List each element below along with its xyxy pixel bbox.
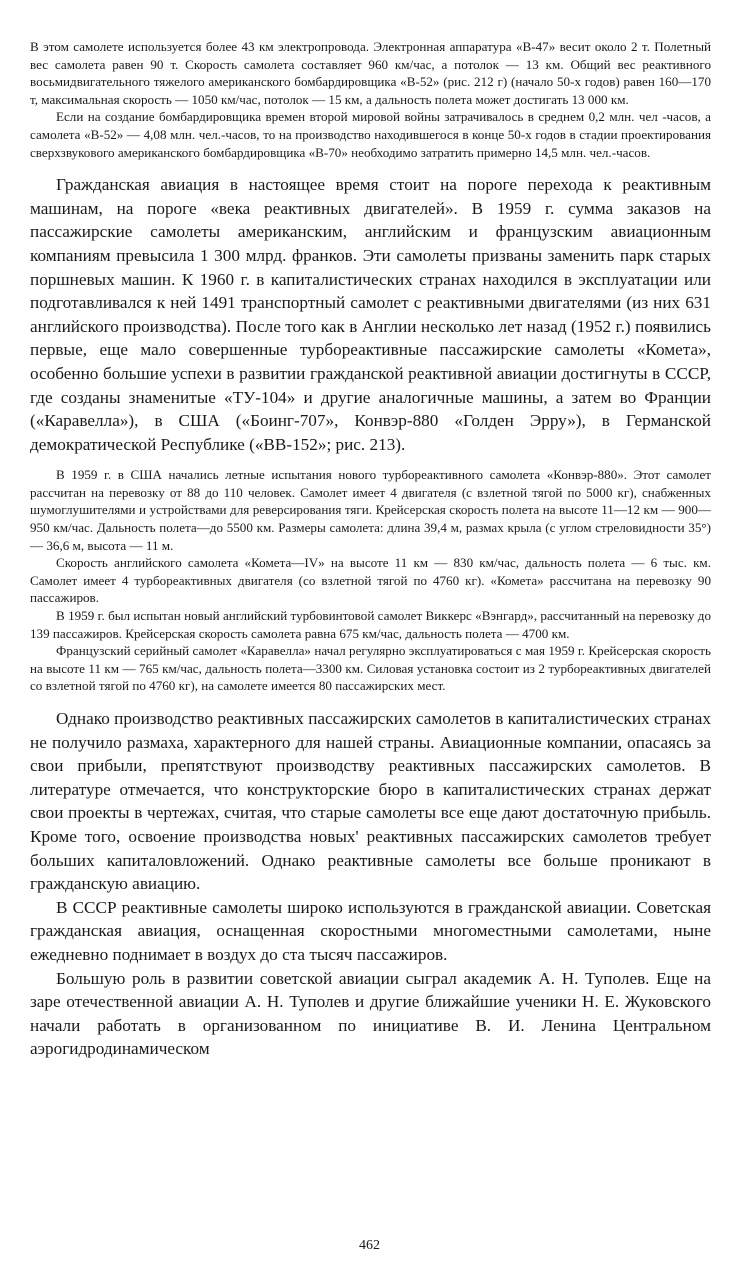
paragraph-b47-specs: В этом самолете используется более 43 км электропровода. Электронная аппаратура «В-47» весит около 2 т. Полетный вес самолета равен 90 т. Скорость самолета составляет 960 км/час, а потолок — 13 км. Общий вес реактивного восьмидвигательного тяжелого американского бомбардировщика «В-52» (рис. 212 г) (начало 50-х годов) равен 160—170 т, максимальная скорость — 1050 км/час, потолок — 15 км, а дальность полета может достигать 13 000 км. [30, 39, 711, 107]
paragraph-vanguard: В 1959 г. был испытан новый английский турбовинтовой самолет Виккерс «Вэнгард», рассчитанный на перевозку до 139 пассажиров. Крейсерская скорость самолета равна 675 км/час, дальность полета — 4700 км. [30, 608, 711, 641]
paragraph-capitalist-production: Однако производство реактивных пассажирских самолетов в капиталистических странах не получило размаха, характерного для нашей страны. Авиационные компании, опасаясь за свои прибыли, препятствуют производству реактивных пассажирских самолетов. В литературе отмечается, что конструкторские бюро в капиталистических странах держат свои проекты в чертежах, считая, что старые самолеты все еще дают достаточную прибыль. Кроме того, освоение производства новых' реактивных пассажирских самолетов требует больших капиталовложений. Однако реактивные самолеты все больше проникают в гражданскую авиацию. [30, 709, 711, 894]
spacer [30, 695, 711, 707]
page-number: 462 [359, 1238, 380, 1253]
paragraph-convair-880: В 1959 г. в США начались летные испытания нового турбореактивного самолета «Конвэр-880». Этот самолет рассчитан на перевозку от 88 до 110 человек. Самолет имеет 4 двигателя (с взлетной тягой по 5000 кг), снабженных шумоглушителями и устройствами для реверсирования тяги. Крейсерская скорость полета на высоте 11—12 км — 900— 950 км/час. Дальность полета—до 5500 км. Размеры самолета: длина 39,4 м, размах крыла (с углом стреловидности 35°) — 36,6 м, высота — 11 м. [30, 467, 711, 553]
paragraph-comet-iv: Скорость английского самолета «Комета—IV» на высоте 11 км — 830 км/час, дальность полета — 6 тыс. км. Самолет имеет 4 турбореактивных двигателя (со взлетной тягой по 4760 кг). «Комета» рассчитана на перевозку 90 пассажиров. [30, 555, 711, 606]
spacer [30, 456, 711, 466]
paragraph-man-hours: Если на создание бомбардировщика времен второй мировой войны затрачивалось в среднем 0,2 млн. чел -часов, а самолета «В-52» — 4,08 млн. чел.-часов, то на производство находившегося в конце 50-х годов в стадии проектирования сверхзвукового американского бомбардировщика «В-70» необходимо затратить примерно 14,5 млн. чел.-часов. [30, 109, 711, 160]
paragraph-civil-aviation: Гражданская авиация в настоящее время стоит на пороге перехода к реактивным машинам, на пороге «века реактивных двигателей». В 1959 г. сумма заказов на пассажирские самолеты американским, английским и французским авиационным компаниям превысила 1 300 млрд. франков. Эти самолеты призваны заменить парк старых поршневых машин. К 1960 г. в капиталистических странах находился в эксплуатации или подготавливался к ней 1491 транспортный самолет с реактивными двигателями (из них 631 английского производства). После того как в Англии несколько лет назад (1952 г.) появились первые, еще мало совершенные турбореактивные пассажирские самолеты «Комета», особенно большие успехи в развитии гражданской реактивной авиации достигнуты в СССР, где созданы знаменитые «ТУ-104» и другие аналогичные машины, а затем во Франции («Каравелла»), в США («Боинг-707», Конвэр-880 «Голден Эрру»), в Германской демократической Республике («ВВ-152»; рис. 213). [30, 175, 711, 454]
spacer [30, 161, 711, 173]
paragraph-ussr-jets: В СССР реактивные самолеты широко используются в гражданской авиации. Советская гражданская авиация, оснащенная скоростными многоместными самолетами, ныне ежедневно поднимает в воздух до ста тысяч пассажиров. [30, 897, 711, 964]
paragraph-caravelle: Французский серийный самолет «Каравелла» начал регулярно эксплуатироваться с мая 1959 г. Крейсерская скорость на высоте 11 км — 765 км/час, дальность полета—3300 км. Силовая установка состоит из 2 турбореактивных двигателей со взлетной тягой по 4760 кг), на самолете имеется 80 пассажирских мест. [30, 643, 711, 694]
paragraph-tupolev: Большую роль в развитии советской авиации сыграл академик А. Н. Туполев. Еще на заре отечественной авиации А. Н. Туполев и другие ближайшие ученики Н. Е. Жуковского начали работать в организованном по инициативе В. И. Ленина Центральном аэрогидродинамическом [30, 968, 711, 1059]
